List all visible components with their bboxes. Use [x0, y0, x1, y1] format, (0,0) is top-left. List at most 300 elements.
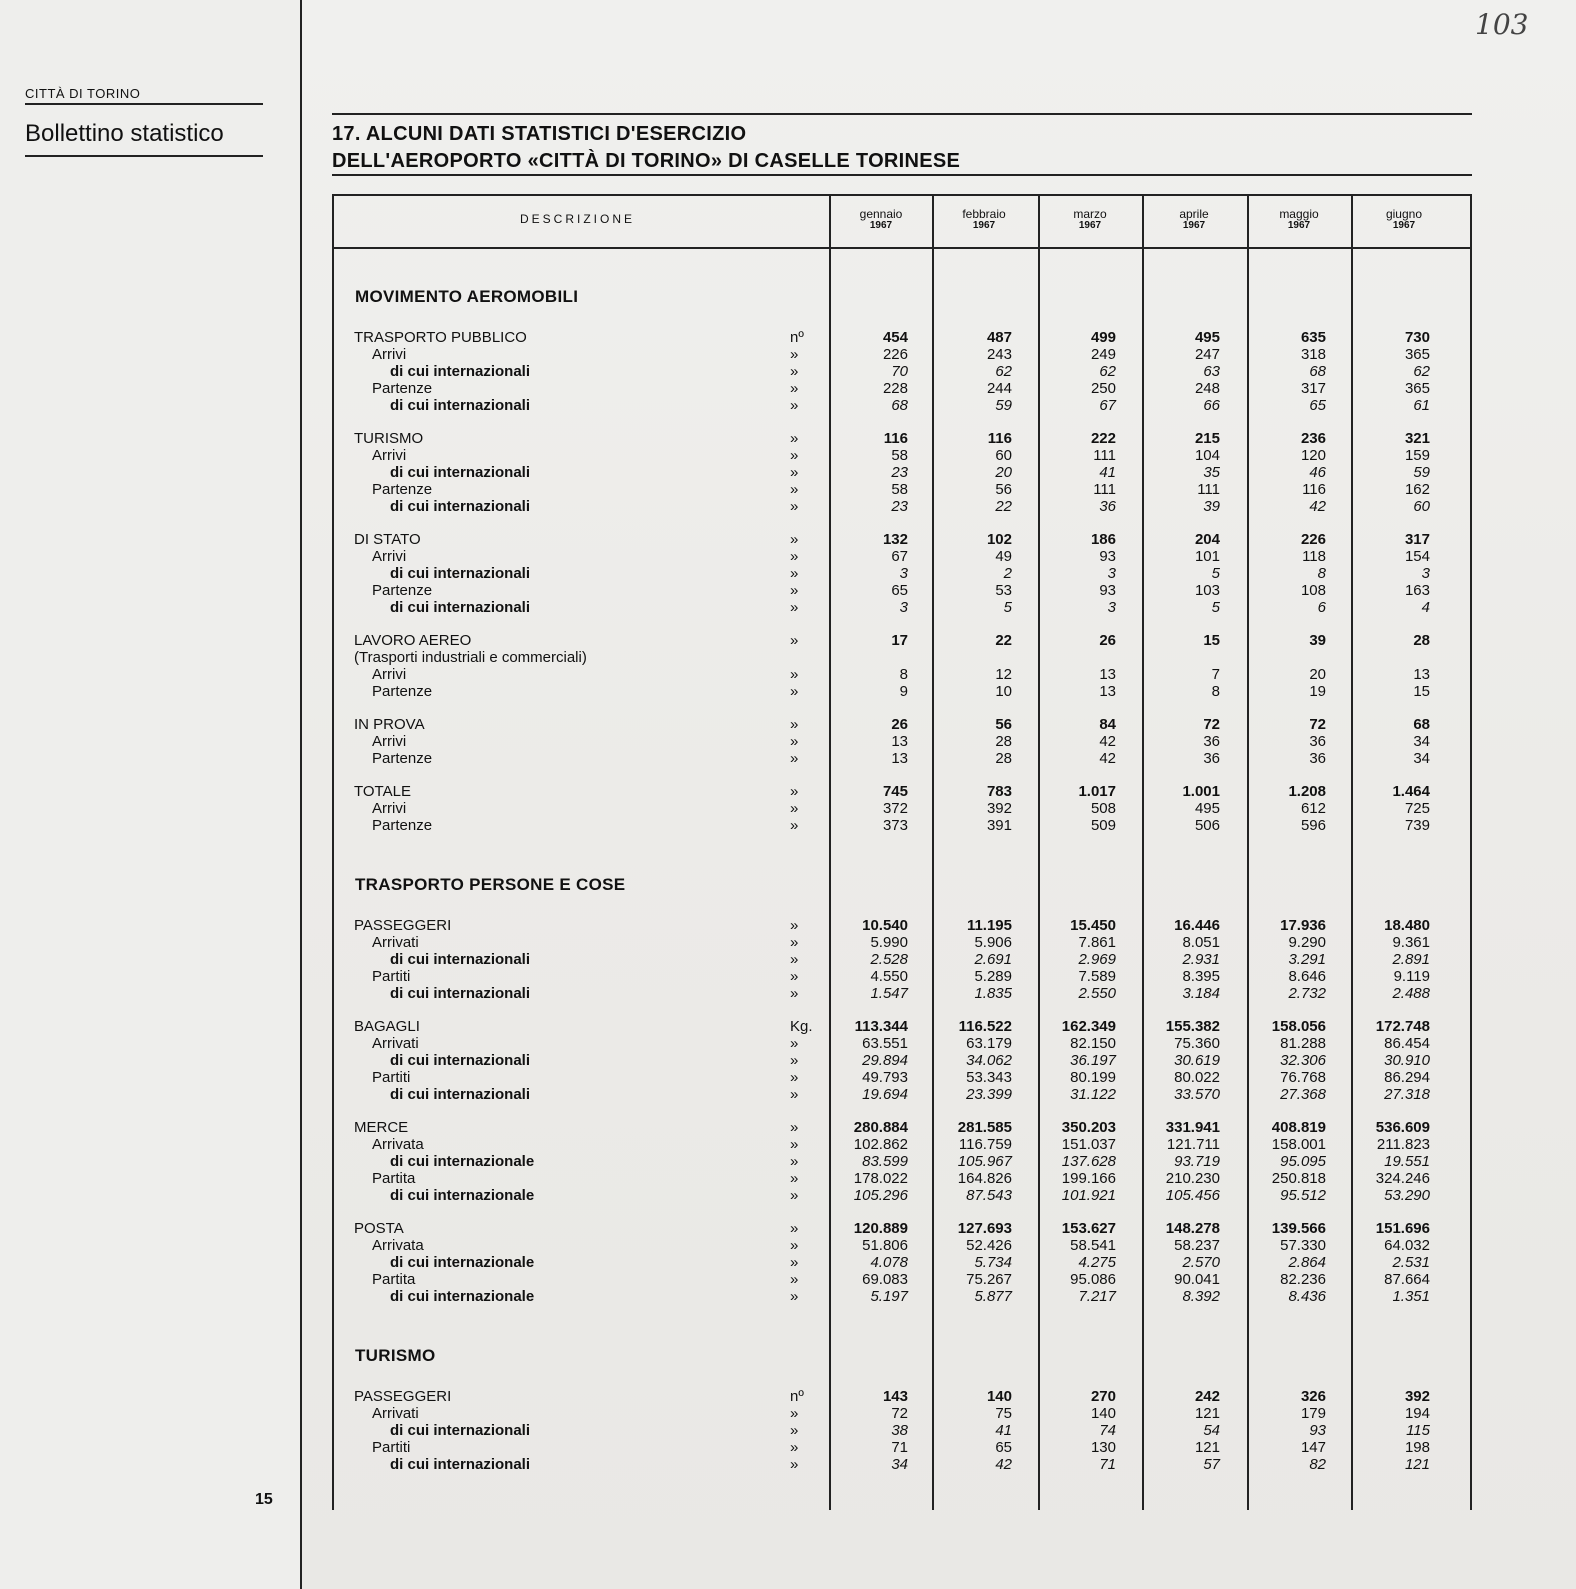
table-cell: 34 [891, 1456, 908, 1473]
table-cell: 151.696 [1375, 1220, 1430, 1237]
table-cell: 62 [1413, 363, 1430, 380]
table-cell: 194 [1404, 1405, 1430, 1422]
table-cell: 69.083 [862, 1271, 908, 1288]
table-cell: 27.318 [1384, 1086, 1430, 1103]
table-cell: 242 [1194, 1388, 1220, 1405]
table-cell: 80.199 [1070, 1069, 1116, 1086]
row-unit: » [790, 800, 799, 817]
row-label: Arrivi [372, 666, 407, 683]
row-label: Arrivati [372, 934, 419, 951]
table-row [332, 1237, 1472, 1254]
table-cell: 270 [1090, 1388, 1116, 1405]
month-name: gennaio [859, 207, 903, 221]
table-cell: 350.203 [1061, 1119, 1116, 1136]
table-cell: 326 [1300, 1388, 1326, 1405]
table-cell: 42 [1099, 733, 1116, 750]
table-cell: 9 [899, 683, 908, 700]
table-cell: 42 [1309, 498, 1326, 515]
table-cell: 62 [1099, 363, 1116, 380]
table-row [332, 531, 1472, 548]
table-cell: 15.450 [1070, 917, 1116, 934]
table-row [332, 1439, 1472, 1456]
table-cell: 74 [1099, 1422, 1116, 1439]
row-unit: » [790, 1153, 799, 1170]
table-cell: 13 [891, 733, 908, 750]
month-header [1144, 208, 1244, 232]
month-name: maggio [1279, 207, 1319, 221]
table-cell: 454 [882, 329, 908, 346]
table-cell: 15 [1203, 632, 1220, 649]
row-unit: » [790, 346, 799, 363]
table-row [332, 599, 1472, 616]
row-label: (Trasporti industriali e commerciali) [354, 649, 587, 666]
table-cell: 62 [995, 363, 1012, 380]
table-cell: 32.306 [1280, 1052, 1326, 1069]
table-cell: 281.585 [957, 1119, 1012, 1136]
table-cell: 137.628 [1061, 1153, 1116, 1170]
month-name: febbraio [962, 207, 1006, 221]
row-label: Partenze [372, 380, 433, 397]
table-cell: 247 [1194, 346, 1220, 363]
table-cell: 57 [1203, 1456, 1220, 1473]
table-row [332, 1136, 1472, 1153]
month-year: 1967 [1182, 220, 1206, 231]
table-cell: 4.275 [1078, 1254, 1116, 1271]
table-cell: 86.294 [1384, 1069, 1430, 1086]
table-cell: 61 [1413, 397, 1430, 414]
table-cell: 2.864 [1288, 1254, 1326, 1271]
table-cell: 59 [1413, 464, 1430, 481]
table-cell: 3 [1421, 565, 1430, 582]
table-cell: 739 [1404, 817, 1430, 834]
month-name: aprile [1179, 207, 1209, 221]
table-cell: 41 [995, 1422, 1012, 1439]
table-cell: 36 [1203, 750, 1220, 767]
table-cell: 57.330 [1280, 1237, 1326, 1254]
row-unit: » [790, 464, 799, 481]
table-cell: 81.288 [1280, 1035, 1326, 1052]
table-cell: 72 [891, 1405, 908, 1422]
table-cell: 113.344 [854, 1018, 908, 1035]
row-label: di cui internazionali [390, 1422, 531, 1439]
table-cell: 226 [882, 346, 908, 363]
row-unit: » [790, 1086, 799, 1103]
row-label: di cui internazionale [390, 1288, 535, 1305]
table-cell: 130 [1090, 1439, 1116, 1456]
table-row [332, 1220, 1472, 1237]
table-cell: 172.748 [1375, 1018, 1430, 1035]
table-cell: 186 [1090, 531, 1116, 548]
row-label: Arrivi [372, 548, 407, 565]
table-cell: 2.891 [1392, 951, 1430, 968]
row-unit: » [790, 666, 799, 683]
table-cell: 19 [1309, 683, 1326, 700]
table-cell: 506 [1194, 817, 1220, 834]
row-unit: » [790, 397, 799, 414]
table-cell: 244 [986, 380, 1012, 397]
table-cell: 49.793 [862, 1069, 908, 1086]
title-top-rule [332, 113, 1472, 115]
table-cell: 22 [995, 498, 1012, 515]
table-row [332, 1288, 1472, 1305]
table-cell: 105.967 [957, 1153, 1012, 1170]
table-cell: 41 [1099, 464, 1116, 481]
table-cell: 65 [891, 582, 908, 599]
row-label: DI STATO [354, 531, 421, 548]
table-cell: 536.609 [1375, 1119, 1430, 1136]
table-cell: 82.150 [1070, 1035, 1116, 1052]
table-cell: 118 [1302, 548, 1326, 565]
table-cell: 10 [995, 683, 1012, 700]
row-unit: » [790, 1405, 799, 1422]
table-cell: 17 [891, 632, 908, 649]
table-row [332, 968, 1472, 985]
table-cell: 248 [1194, 380, 1220, 397]
row-unit: » [790, 783, 799, 800]
table-cell: 7.589 [1078, 968, 1116, 985]
title-bottom-rule [332, 174, 1472, 176]
row-unit: » [790, 599, 799, 616]
row-unit: » [790, 683, 799, 700]
table-cell: 250 [1090, 380, 1116, 397]
table-cell: 5.197 [870, 1288, 908, 1305]
table-cell: 499 [1090, 329, 1116, 346]
table-cell: 408.819 [1271, 1119, 1326, 1136]
table-cell: 84 [1099, 716, 1116, 733]
table-cell: 67 [1099, 397, 1116, 414]
row-label: di cui internazionali [390, 565, 531, 582]
table-cell: 2.488 [1392, 985, 1430, 1002]
table-row [332, 632, 1472, 649]
table-cell: 1.547 [870, 985, 908, 1002]
table-cell: 164.826 [957, 1170, 1012, 1187]
table-cell: 71 [891, 1439, 908, 1456]
table-row [332, 464, 1472, 481]
row-label: di cui internazionali [390, 1456, 531, 1473]
table-cell: 65 [995, 1439, 1012, 1456]
table-cell: 49 [995, 548, 1012, 565]
table-cell: 365 [1404, 380, 1430, 397]
row-unit: » [790, 917, 799, 934]
table-cell: 120.889 [853, 1220, 908, 1237]
table-cell: 318 [1300, 346, 1326, 363]
table-cell: 116 [1302, 481, 1326, 498]
table-cell: 3.291 [1288, 951, 1326, 968]
table-cell: 2.691 [974, 951, 1012, 968]
row-unit: » [790, 1237, 799, 1254]
row-unit: » [790, 1254, 799, 1271]
table-row [332, 917, 1472, 934]
row-label: Partita [372, 1271, 416, 1288]
row-label: Partita [372, 1170, 416, 1187]
table-cell: 159 [1404, 447, 1430, 464]
table-cell: 26 [891, 716, 908, 733]
group-gap [332, 1204, 1472, 1220]
row-unit: » [790, 498, 799, 515]
table-cell: 7.861 [1078, 934, 1116, 951]
table-cell: 53.343 [966, 1069, 1012, 1086]
table-row [332, 397, 1472, 414]
section-rows [332, 917, 1472, 1305]
table-cell: 87.543 [966, 1187, 1012, 1204]
table-cell: 28 [1413, 632, 1430, 649]
table-cell: 8.392 [1182, 1288, 1220, 1305]
table-cell: 75.267 [966, 1271, 1012, 1288]
table-cell: 115 [1406, 1422, 1430, 1439]
table-cell: 2.570 [1182, 1254, 1220, 1271]
month-header [1249, 208, 1349, 232]
table-cell: 2 [1003, 565, 1012, 582]
table-cell: 8 [1317, 565, 1326, 582]
table-cell: 116.759 [958, 1136, 1012, 1153]
table-cell: 163 [1404, 582, 1430, 599]
table-cell: 75.360 [1174, 1035, 1220, 1052]
table-cell: 42 [1099, 750, 1116, 767]
table-row [332, 363, 1472, 380]
table-cell: 26 [1099, 632, 1116, 649]
row-label: di cui internazionale [390, 1153, 535, 1170]
table-cell: 4 [1421, 599, 1430, 616]
table-cell: 153.627 [1061, 1220, 1116, 1237]
table-cell: 725 [1404, 800, 1430, 817]
month-year: 1967 [1392, 220, 1416, 231]
row-label: Arrivi [372, 800, 407, 817]
table-cell: 82 [1309, 1456, 1326, 1473]
row-label: TURISMO [354, 430, 424, 447]
table-cell: 59 [995, 397, 1012, 414]
row-label: TOTALE [354, 783, 411, 800]
table-row [332, 649, 1472, 666]
row-label: di cui internazionali [390, 985, 531, 1002]
table-cell: 730 [1404, 329, 1430, 346]
section-title: TRASPORTO PERSONE E COSE [355, 875, 626, 894]
table-cell: 30.910 [1384, 1052, 1430, 1069]
description-header: DESCRIZIONE [520, 212, 636, 226]
table-cell: 28 [995, 733, 1012, 750]
table-cell: 8.051 [1182, 934, 1220, 951]
table-cell: 53 [995, 582, 1012, 599]
table-cell: 228 [882, 380, 908, 397]
table-row [332, 683, 1472, 700]
row-unit: » [790, 985, 799, 1002]
row-unit: » [790, 582, 799, 599]
table-cell: 140 [1090, 1405, 1116, 1422]
table-cell: 9.290 [1288, 934, 1326, 951]
row-label: POSTA [354, 1220, 404, 1237]
table-cell: 226 [1300, 531, 1326, 548]
table-cell: 95.512 [1280, 1187, 1326, 1204]
month-header [934, 208, 1034, 232]
table-cell: 10.540 [862, 917, 908, 934]
table-row [332, 565, 1472, 582]
table-header-rule [332, 247, 1472, 249]
row-label: Arrivata [372, 1237, 424, 1254]
table-cell: 243 [986, 346, 1012, 363]
table-cell: 509 [1090, 817, 1116, 834]
month-year: 1967 [869, 220, 893, 231]
month-header [831, 208, 931, 232]
group-gap [332, 515, 1472, 531]
table-cell: 2.969 [1078, 951, 1116, 968]
row-label: LAVORO AEREO [354, 632, 472, 649]
row-label: di cui internazionali [390, 1086, 531, 1103]
table-cell: 36 [1309, 733, 1326, 750]
row-label: Arrivati [372, 1035, 419, 1052]
table-cell: 60 [995, 447, 1012, 464]
row-unit: » [790, 733, 799, 750]
table-cell: 76.768 [1280, 1069, 1326, 1086]
title-line-1: 17. ALCUNI DATI STATISTICI D'ESERCIZIO [332, 123, 747, 145]
table-cell: 60 [1413, 498, 1430, 515]
table-row [332, 481, 1472, 498]
table-cell: 52.426 [966, 1237, 1012, 1254]
table-cell: 139.566 [1271, 1220, 1326, 1237]
row-unit: » [790, 1119, 799, 1136]
table-cell: 23 [891, 464, 908, 481]
table-cell: 30.619 [1174, 1052, 1220, 1069]
table-row [332, 1187, 1472, 1204]
table-cell: 19.694 [862, 1086, 908, 1103]
table-cell: 1.001 [1182, 783, 1220, 800]
row-unit: » [790, 1288, 799, 1305]
row-label: di cui internazionale [390, 1254, 535, 1271]
row-label: Partenze [372, 750, 433, 767]
table-cell: 16.446 [1174, 917, 1220, 934]
table-title [332, 121, 960, 175]
table-cell: 121 [1194, 1405, 1220, 1422]
group-gap [332, 1103, 1472, 1119]
table-cell: 7.217 [1078, 1288, 1116, 1305]
table-cell: 5.877 [974, 1288, 1012, 1305]
table-cell: 87.664 [1384, 1271, 1430, 1288]
table-cell: 154 [1404, 548, 1430, 565]
table-cell: 121 [1194, 1439, 1220, 1456]
table-cell: 15 [1413, 683, 1430, 700]
row-unit: » [790, 380, 799, 397]
table-cell: 104 [1194, 447, 1220, 464]
title-line-2: DELL'AEROPORTO «CITTÀ DI TORINO» DI CASELLE TORINESE [332, 150, 961, 172]
table-cell: 9.361 [1392, 934, 1430, 951]
table-row [332, 666, 1472, 683]
table-cell: 111 [1197, 481, 1220, 498]
row-label: di cui internazionali [390, 498, 531, 515]
table-cell: 2.931 [1182, 951, 1220, 968]
row-label: Arrivati [372, 1405, 419, 1422]
table-cell: 3 [899, 565, 908, 582]
table-cell: 373 [882, 817, 908, 834]
table-cell: 39 [1309, 632, 1326, 649]
table-cell: 2.550 [1078, 985, 1116, 1002]
table-cell: 4.078 [870, 1254, 908, 1271]
table-cell: 31.122 [1070, 1086, 1116, 1103]
row-unit: » [790, 1187, 799, 1204]
row-label: MERCE [354, 1119, 409, 1136]
row-label: Partenze [372, 817, 433, 834]
month-year: 1967 [1078, 220, 1102, 231]
table-row [332, 985, 1472, 1002]
table-cell: 18.480 [1384, 917, 1430, 934]
table-cell: 211.823 [1376, 1136, 1430, 1153]
page-number: 15 [255, 1491, 273, 1508]
table-cell: 5.734 [974, 1254, 1012, 1271]
table-cell: 58.237 [1174, 1237, 1220, 1254]
table-cell: 155.382 [1165, 1018, 1220, 1035]
table-top-rule [332, 194, 1472, 196]
table-cell: 8.395 [1182, 968, 1220, 985]
table-cell: 64.032 [1384, 1237, 1430, 1254]
table-row [332, 1422, 1472, 1439]
table-row [332, 1086, 1472, 1103]
row-unit: Kg. [790, 1018, 813, 1035]
table-cell: 121.711 [1166, 1136, 1220, 1153]
table-cell: 67 [891, 548, 908, 565]
table-row [332, 329, 1472, 346]
table-cell: 1.835 [974, 985, 1012, 1002]
table-cell: 5 [1211, 599, 1220, 616]
month-header [1354, 208, 1454, 232]
table-row [332, 548, 1472, 565]
table-row [332, 582, 1472, 599]
table-cell: 38 [891, 1422, 908, 1439]
publication-rule [25, 155, 263, 157]
month-year: 1967 [972, 220, 996, 231]
row-unit: » [790, 951, 799, 968]
table-cell: 33.570 [1174, 1086, 1220, 1103]
row-unit: » [790, 934, 799, 951]
row-unit: » [790, 1069, 799, 1086]
table-cell: 63.551 [862, 1035, 908, 1052]
table-cell: 46 [1309, 464, 1326, 481]
section-title: TURISMO [355, 1346, 436, 1365]
table-cell: 210.230 [1165, 1170, 1220, 1187]
table-cell: 108 [1300, 582, 1326, 599]
table-cell: 331.941 [1165, 1119, 1220, 1136]
row-unit: » [790, 447, 799, 464]
row-unit: » [790, 1052, 799, 1069]
table-row [332, 1170, 1472, 1187]
table-cell: 86.454 [1384, 1035, 1430, 1052]
table-cell: 151.037 [1061, 1136, 1116, 1153]
city-header: CITTÀ DI TORINO [25, 86, 141, 101]
table-cell: 72 [1203, 716, 1220, 733]
table-cell: 236 [1300, 430, 1326, 447]
table-cell: 198 [1404, 1439, 1430, 1456]
row-unit: nº [790, 329, 804, 346]
row-label: Partiti [372, 968, 411, 985]
row-unit: » [790, 565, 799, 582]
table-cell: 34.062 [966, 1052, 1012, 1069]
table-cell: 34 [1413, 733, 1430, 750]
city-rule [25, 103, 263, 105]
row-label: Arrivata [372, 1136, 424, 1153]
row-label: Arrivi [372, 346, 407, 363]
table-row [332, 380, 1472, 397]
table-cell: 93 [1099, 548, 1116, 565]
table-cell: 63 [1203, 363, 1220, 380]
table-cell: 745 [882, 783, 908, 800]
group-gap [332, 767, 1472, 783]
row-label: Partenze [372, 582, 433, 599]
table-cell: 39 [1203, 498, 1220, 515]
row-label: di cui internazionali [390, 464, 531, 481]
table-row [332, 716, 1472, 733]
table-cell: 58.541 [1070, 1237, 1116, 1254]
table-cell: 56 [995, 716, 1012, 733]
table-cell: 80.022 [1174, 1069, 1220, 1086]
table-cell: 3 [1107, 599, 1116, 616]
table-cell: 127.693 [957, 1220, 1012, 1237]
table-cell: 22 [995, 632, 1012, 649]
